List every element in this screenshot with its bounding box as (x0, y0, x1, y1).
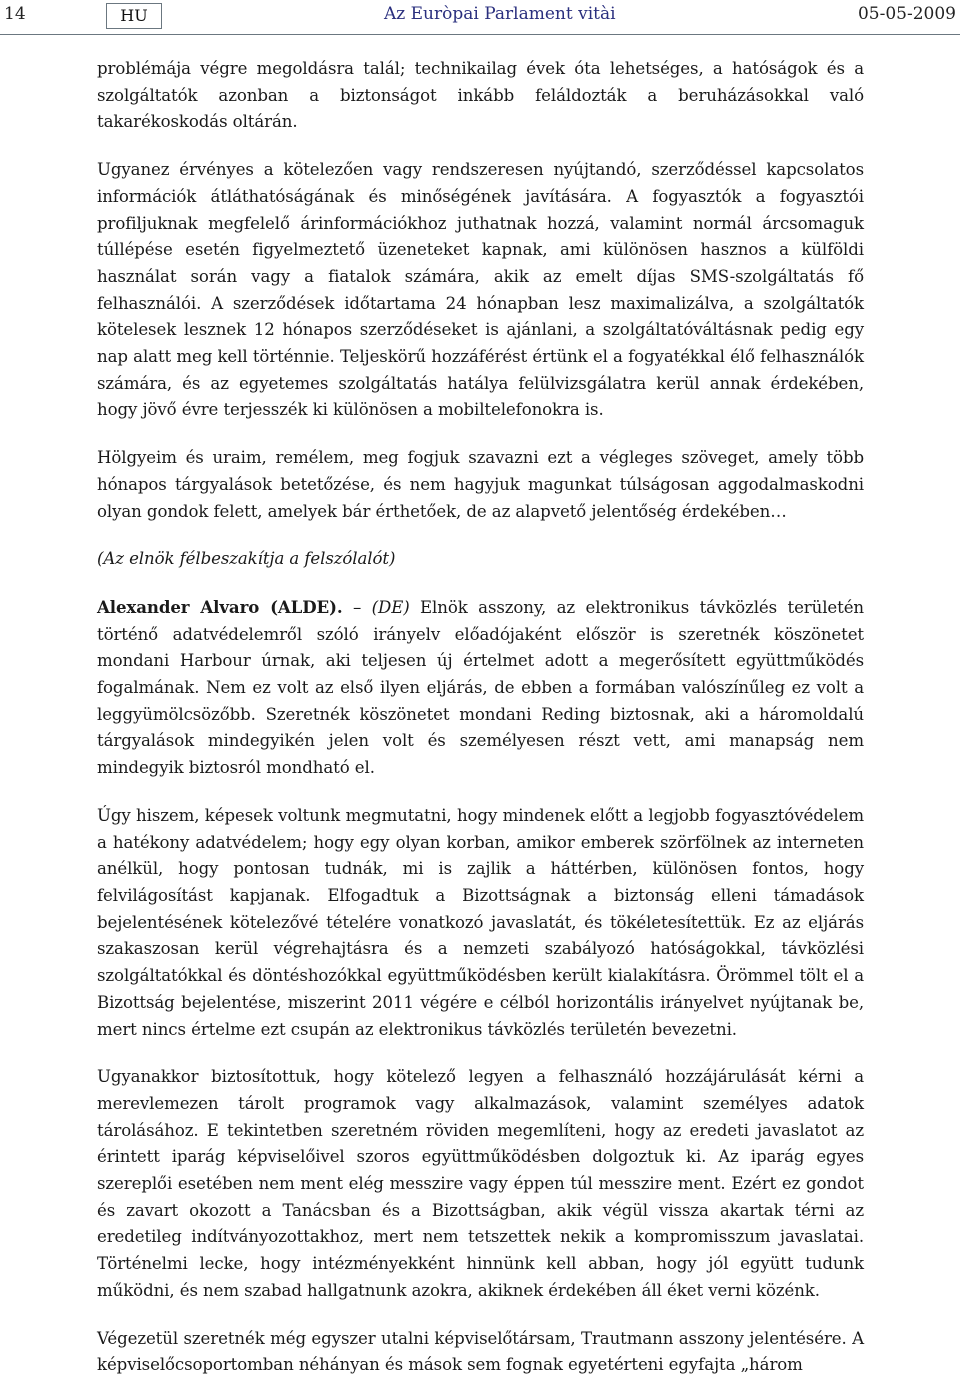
speaker-dash: – (342, 597, 372, 617)
paragraph-2: Ugyanez érvényes a kötelezően vagy rendszeresen nyújtandó, szerződéssel kapcsolatos információk átláthatóságának és minőségének javítására. A fogyasztók a fogyasztói profiljuknak megfelelő árinformációkhoz juthatnak hozzá, valamint normál árcsomaguk túllépése esetén figyelmeztető üzeneteket kapnak, ami különösen hasznos a külföldi használat során vagy a fiatalok számára, akik az emelt díjas SMS-szolgáltatás fő felhasználói. A szerződések időtartama 24 hónapban lesz maximalizálva, a szolgáltatók kötelesek lesznek 12 hónapos szerződéseket is ajánlani, a szolgáltatóváltásnak pedig egy nap alatt meg kell történnie. Teljeskörű hozzáférést értünk el a fogyatékkal élő felhasználók számára, és az egyetemes szolgáltatás hatálya felülvizsgálatra kerül annak érdekében, hogy jövő évre terjesszék ki különösen a mobiltelefonokra is. (97, 160, 864, 420)
paragraph-3: Hölgyeim és uraim, remélem, meg fogjuk szavazni ezt a végleges szöveget, amely több hónapos tárgyalások betetőzése, és nem hagyjuk magunkat túlságosan aggodalmaskodni olyan gondok felett, amelyek bár érthetőek, de az alapvető jelentőség érdekében… (97, 448, 864, 521)
paragraph-7: Ugyanakkor biztosítottuk, hogy kötelező legyen a felhasználó hozzájárulását kérni a merevlemezen tárolt programok vagy alkalmazások, valamint személyes adatok tárolásához. E tekintetben szeretném röviden megemlíteni, hogy az eredeti javaslatot az érintett iparág képviselőivel szoros együttműködésben dolgoztuk ki. Az iparág egyes szereplői esetében nem ment elég messzire vagy éppen túl messzire ment. Ezért ez gondot és zavart okozott a Tanácsban és a Bizottságban, akik végül vissza akartak térni az eredetileg indítványozottakhoz, mert nem tetszettek nekik a kompromisszum javaslatai. Történelmi lecke, hogy intézményekként hinnünk kell abban, hogy jól együtt tudunk működni, és nem szabad hallgatnunk azokra, akiknek érdekében áll éket verni közénk. (97, 1067, 864, 1300)
speaker-language: (DE) (371, 597, 410, 617)
document-title: Az Euròpai Parlament vitài (384, 4, 616, 24)
paragraph-1: problémája végre megoldásra talál; technikailag évek óta lehetséges, a hatóságok és a szolgáltatók azonban a biztonságot inkább feláldozták a beruházásokkal való takarékoskodás oltárán. (97, 59, 864, 132)
speaker-paragraph (97, 594, 864, 782)
document-date: 05-05-2009 (857, 4, 956, 24)
page-number: 14 (4, 4, 26, 24)
language-code-box: HU (106, 3, 162, 29)
speaker-text: Elnök asszony, az elektronikus távközlés területén történő adatvédelemről szóló irányelv előadójaként először is szeretnék köszönetet mondani Harbour úrnak, aki teljesen új értelmet adott a megerősített együttműködés fogalmának. Nem ez volt az első ilyen eljárás, de ebben a formában valószínűleg ez volt a leggyümölcsözőbb. Szeretnék köszönetet mondani Reding biztosnak, aki a háromoldalú tárgyalások mindegyikén jelen volt és személyesen részt vett, ami manapság nem mindegyik biztosról mondható el. (97, 597, 865, 778)
page-header (0, 0, 960, 35)
stage-direction: (Az elnök félbeszakítja a felszólalót) (97, 549, 396, 569)
speaker-name: Alexander Alvaro (ALDE). (97, 596, 343, 617)
paragraph-8: Végezetül szeretnék még egyszer utalni képviselőtársam, Trautmann asszony jelentésére. A képviselőcsoportomban néhányan és mások sem fognak egyetérteni egyfajta „három (97, 1328, 864, 1375)
document-body (97, 56, 864, 1379)
paragraph-6: Úgy hiszem, képesek voltunk megmutatni, hogy mindenek előtt a legjobb fogyasztóvédelem a hatékony adatvédelem; hogy egy olyan korban, amikor emberek szörfölnek az interneten anélkül, hogy pontosan tudnák, mi is zajlik a háttérben, különösen fontos, hogy felvilágosítást kapjanak. Elfogadtuk a Bizottságnak a biztonság elleni támadások bejelentésének kötelezővé tételére vonatkozó javaslatát, és tökéletesítettük. Ez az eljárás szakaszosan kerül végrehajtásra és a nemzeti szabályozó hatóságokkal, távközlési szolgáltatókkal és döntéshozókkal együttműködésben került kialakításra. Örömmel tölt el a Bizottság bejelentése, miszerint 2011 végére e célból horizontális irányelvet nyújtanak be, mert nincs értelme ezt csupán az elektronikus távközlés területén bevezetni. (97, 805, 864, 1039)
